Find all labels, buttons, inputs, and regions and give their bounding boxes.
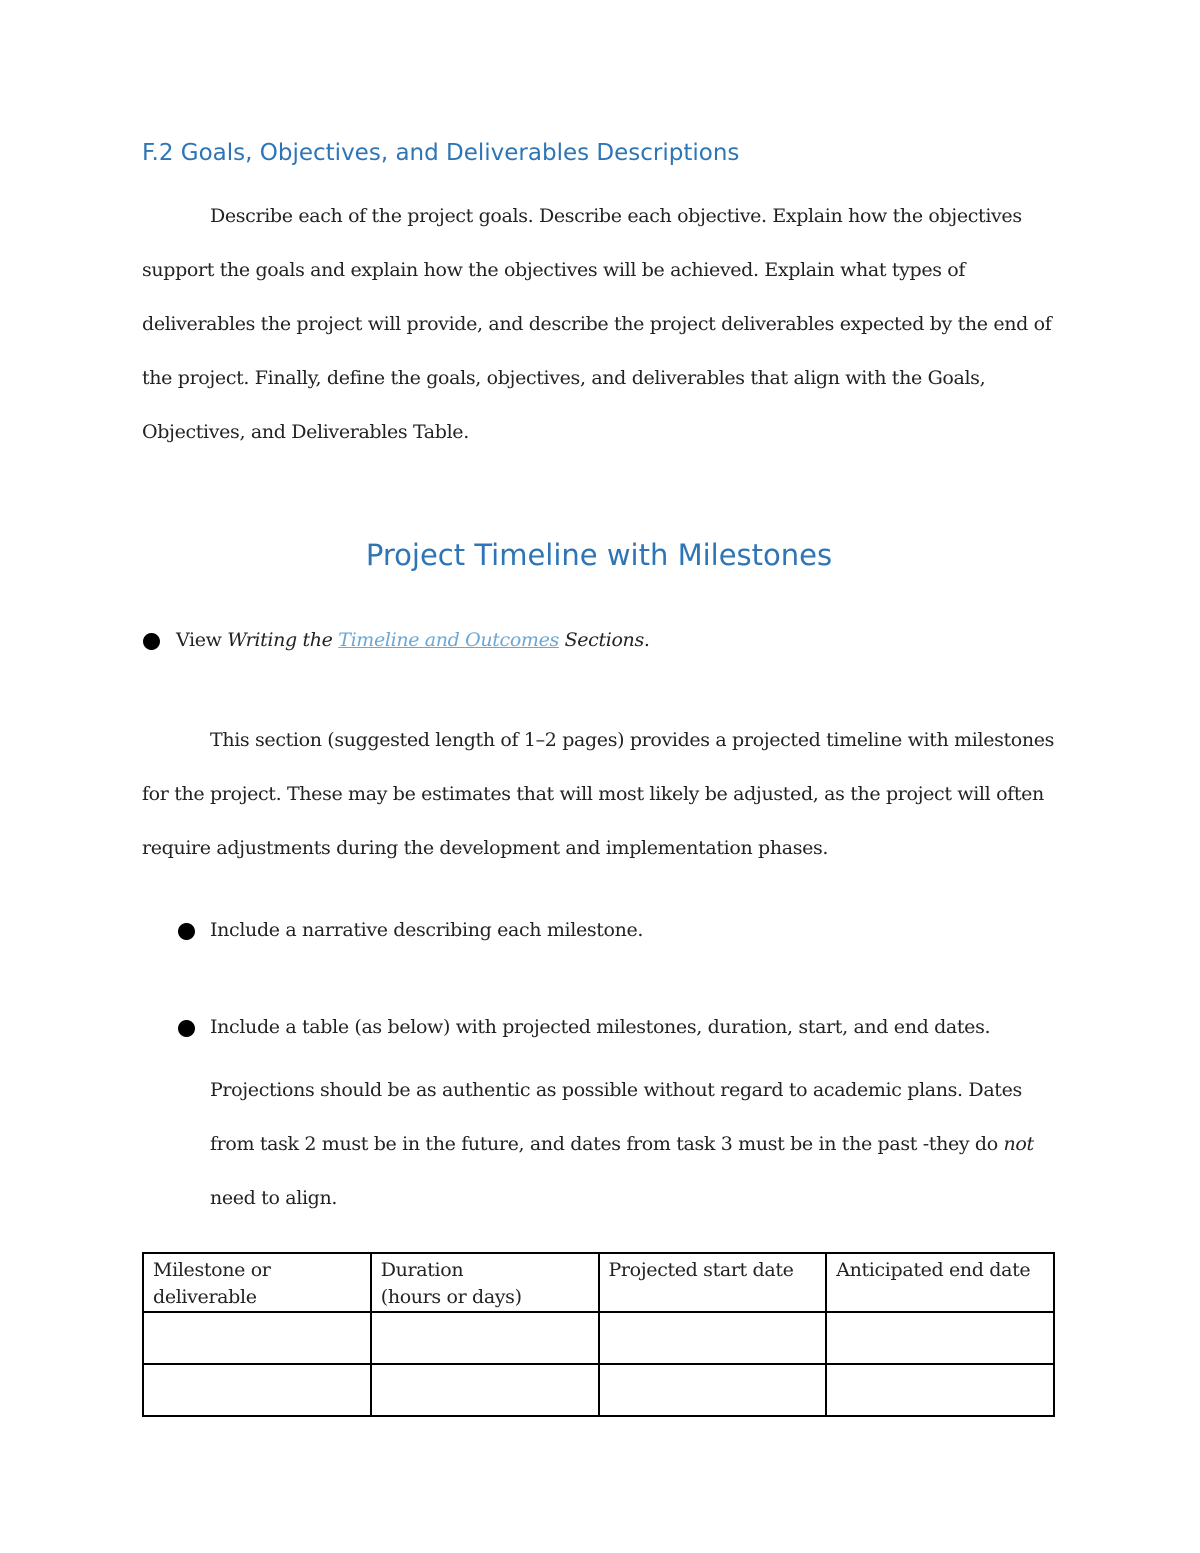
header-end-date	[826, 1253, 1054, 1312]
section-heading: F.2 Goals, Objectives, and Deliverables Descriptions	[142, 140, 740, 166]
view-prefix: View	[176, 629, 222, 651]
table-cell[interactable]	[826, 1312, 1054, 1364]
header-milestone-line2: deliverable	[153, 1286, 257, 1308]
header-milestone-line1: Milestone or	[153, 1259, 271, 1281]
header-duration	[371, 1253, 599, 1312]
table-cell[interactable]	[371, 1312, 599, 1364]
view-item: View Writing the Timeline and Outcomes Sections.	[176, 629, 650, 651]
table-row	[143, 1364, 1054, 1416]
timeline-heading: Project Timeline with Milestones	[365, 538, 833, 572]
header-duration-line1: Duration	[380, 1259, 464, 1281]
table-cell[interactable]	[826, 1364, 1054, 1416]
bullet-dot-icon	[178, 923, 195, 940]
table-cell[interactable]	[599, 1312, 827, 1364]
header-start-line1: Projected start date	[608, 1259, 794, 1281]
projections-note-emphasis: not	[1003, 1133, 1034, 1155]
header-duration-line2: (hours or days)	[380, 1286, 522, 1308]
timeline-paragraph-text: This section (suggested length of 1–2 pages) provides a projected timeline with milestones for the project. These may be estimates that will most likely be adjusted, as the project will often require adjustments during the development and implementation phases.	[142, 729, 1055, 859]
bullet-dot-icon	[178, 1020, 195, 1037]
header-start-date	[599, 1253, 827, 1312]
projections-note-end: need to align.	[210, 1187, 338, 1209]
goals-paragraph	[142, 189, 1072, 459]
table-cell[interactable]	[143, 1312, 371, 1364]
table-cell[interactable]	[599, 1364, 827, 1416]
bullet-table: Include a table (as below) with projected milestones, duration, start, and end dates.	[210, 1016, 991, 1038]
bullet-narrative: Include a narrative describing each milestone.	[210, 919, 644, 941]
table-row	[143, 1312, 1054, 1364]
goals-paragraph-text: Describe each of the project goals. Describe each objective. Explain how the objectives support the goals and explain how the objectives will be achieved. Explain what types of deliverables the project will provide, and describe the project deliverables expected by the end of the project. Finally, define the goals, objectives, and deliverables that align with the Goals, Objectives, and Deliverables Table.	[142, 205, 1052, 443]
view-suffix: Sections	[564, 629, 644, 651]
timeline-outcomes-link[interactable]: Timeline and Outcomes	[338, 629, 559, 651]
timeline-paragraph	[142, 713, 1072, 875]
header-end-line1: Anticipated end date	[836, 1259, 1031, 1281]
projections-note-text: Projections should be as authentic as possible without regard to academic plans. Dates from task 2 must be in the future, and dates from task 3 must be in the past -they do	[210, 1079, 1022, 1155]
table-header-row	[143, 1253, 1054, 1312]
milestones-table	[142, 1252, 1055, 1417]
view-writing-the: Writing the	[227, 629, 333, 651]
header-milestone	[143, 1253, 371, 1312]
projections-note	[210, 1063, 1070, 1225]
table-cell[interactable]	[371, 1364, 599, 1416]
bullet-dot-icon	[143, 633, 160, 650]
table-cell[interactable]	[143, 1364, 371, 1416]
